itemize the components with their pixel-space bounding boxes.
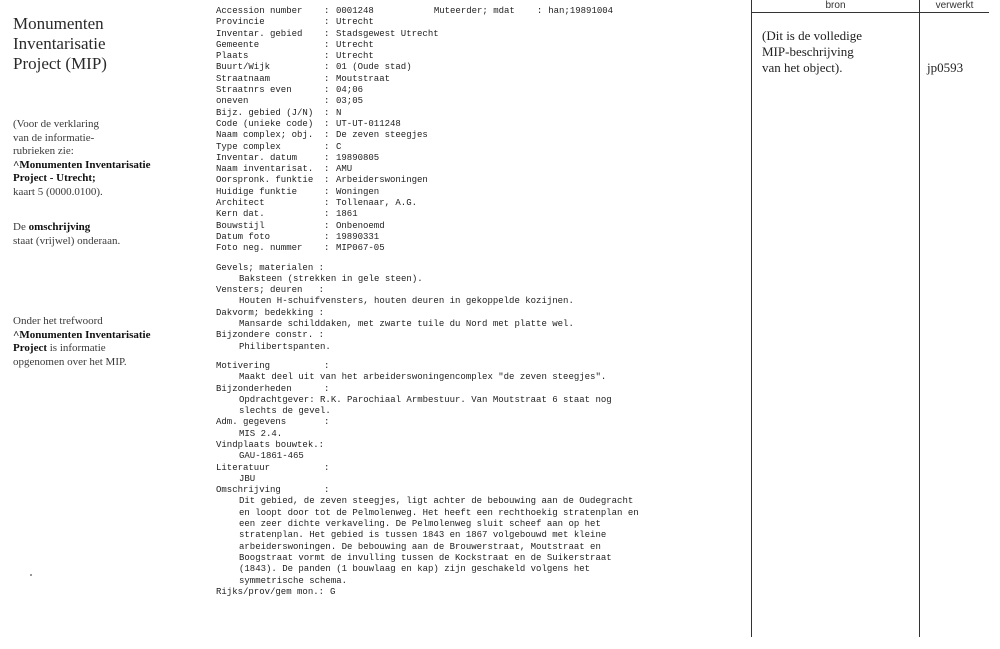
section-text-line: (1843). De panden (1 bouwlaag en kap) zijn geschakeld volgens het [239, 564, 591, 575]
section-text-line: Philibertspanten. [239, 341, 331, 352]
field-value: Tollenaar, A.G. [336, 198, 418, 209]
record-row-rijks [216, 587, 746, 598]
record-field-row [216, 74, 746, 85]
field-separator: : [324, 73, 330, 84]
note-keyword: omschrijving [28, 221, 91, 233]
field-label: Buurt/Wijk [216, 62, 271, 73]
record-field-row [216, 142, 746, 153]
field-label: Rijks/prov/gem mon.: [216, 586, 325, 597]
record-field-row [216, 198, 746, 209]
field-separator: : [536, 6, 543, 16]
field-separator: : [324, 39, 330, 50]
record-field-row [216, 62, 746, 73]
section-text-line: arbeiderswoningen. De bebouwing aan de Brouwerstraat, Moutstraat en [239, 541, 601, 552]
field-value: 01 (Oude stad) [336, 62, 412, 73]
note-reference-link[interactable]: Project - Utrecht; [13, 172, 96, 184]
field-separator: : [324, 231, 330, 242]
note-line: (Voor de verklaring [13, 118, 99, 130]
mip-record [216, 6, 746, 598]
record-field-row [216, 164, 746, 175]
scan-speck [30, 574, 32, 576]
field-value: De zeven steegjes [336, 130, 428, 141]
field-separator: : [324, 220, 330, 231]
note-line: staat (vrijwel) onderaan. [13, 234, 121, 247]
record-field-row [216, 108, 746, 119]
section-label: Vindplaats bouwtek.: [216, 439, 325, 450]
column-header-bron: bron [825, 0, 846, 11]
record-field-row [216, 232, 746, 243]
spacer [216, 353, 746, 361]
column-header-verwerkt: verwerkt [935, 0, 974, 11]
note-description-location [13, 221, 203, 248]
note-text: is informatie [47, 342, 106, 354]
record-fields [216, 17, 746, 254]
field-separator: : [324, 175, 330, 186]
section-text-line: Baksteen (strekken in gele steen). [239, 273, 423, 284]
verwerkt-cell: jp0593 [927, 60, 964, 75]
field-label: Datum foto [216, 231, 271, 242]
field-label: Bouwstijl [216, 220, 265, 231]
document-title [13, 14, 203, 74]
note-line: kaart 5 (0000.0100). [13, 185, 103, 198]
title-line: Inventarisatie [13, 34, 106, 53]
record-field-row [216, 96, 746, 107]
section-label: Adm. gegevens : [216, 417, 330, 428]
field-separator: : [324, 186, 330, 197]
table-rule-middle [919, 0, 920, 637]
field-value: C [336, 141, 342, 152]
record-field-row [216, 51, 746, 62]
record-field-row [216, 130, 746, 141]
bron-cell [762, 28, 912, 76]
bron-line: (Dit is de volledige [762, 28, 863, 43]
field-value: 19890331 [336, 231, 380, 242]
record-field-row [216, 175, 746, 186]
section-label: Gevels; materialen : [216, 262, 325, 273]
section-text-line: Houten H-schuifvensters, houten deuren in gekoppelde kozijnen. [239, 296, 574, 307]
spacer [216, 255, 746, 263]
field-label: Straatnrs even [216, 85, 292, 96]
field-separator: : [324, 130, 330, 141]
record-field-row [216, 209, 746, 220]
field-label: Straatnaam [216, 73, 271, 84]
field-value: Utrecht [336, 51, 374, 62]
field-label: Foto neg. nummer [216, 243, 303, 254]
table-header-rule [751, 12, 989, 13]
field-label: Inventar. gebied [216, 28, 303, 39]
field-separator: : [324, 198, 330, 209]
field-value: Arbeiderswoningen [336, 175, 428, 186]
field-label: Architect [216, 198, 265, 209]
field-separator: : [324, 62, 330, 73]
record-field-row [216, 119, 746, 130]
field-label: Accession number [216, 6, 303, 16]
field-value: Onbenoemd [336, 220, 385, 231]
field-label: Naam complex; obj. [216, 130, 314, 141]
bron-line: MIP-beschrijving [762, 44, 854, 59]
field-value: Utrecht [336, 39, 374, 50]
record-field-row [216, 243, 746, 254]
section-text-line: JBU [239, 473, 256, 484]
record-field-row [216, 187, 746, 198]
field-value: UT-UT-011248 [336, 118, 401, 129]
field-label: oneven [216, 96, 249, 107]
field-value: 1861 [336, 209, 358, 220]
note-keyword-reference [13, 315, 203, 369]
record-field-row [216, 153, 746, 164]
section-text-line: symmetrische schema. [239, 575, 348, 586]
note-line: Onder het trefwoord [13, 315, 103, 327]
record-sections-b [216, 361, 746, 587]
field-value: 19890805 [336, 152, 380, 163]
section-text-line: Opdrachtgever: R.K. Parochiaal Armbestuur. Van Moutstraat 6 staat nog [239, 394, 612, 405]
field-label: Type complex [216, 141, 281, 152]
field-separator: : [324, 17, 330, 28]
section-text-line: een zeer dichte verkaveling. De Pelmolenweg sluit scheef aan op het [239, 519, 601, 530]
field-separator: : [324, 243, 330, 254]
field-value: MIP067-05 [336, 243, 385, 254]
field-separator: : [324, 107, 330, 118]
record-field-row [216, 29, 746, 40]
section-text-line: en loopt door tot de Pelmolenweg. Het heeft een rechthoekig stratenplan en [239, 507, 639, 518]
section-text-line: slechts de gevel. [239, 406, 331, 417]
field-value: 0001248 [336, 6, 374, 16]
left-column [13, 14, 203, 74]
note-text: De [13, 221, 29, 233]
section-label: Omschrijving : [216, 485, 330, 496]
field-label: Bijz. gebied (J/N) [216, 107, 314, 118]
record-field-row [216, 17, 746, 28]
field-label: Code (unieke code) [216, 118, 314, 129]
record-field-row [216, 85, 746, 96]
note-line: rubrieken zie: [13, 145, 74, 157]
field-label: Gemeente [216, 39, 260, 50]
field-value: AMU [336, 164, 353, 175]
field-separator: : [324, 152, 330, 163]
section-text-line: Mansarde schilddaken, met zwarte tuile du Nord met platte wel. [239, 319, 574, 330]
record-row-accession [216, 6, 746, 17]
note-reference-link[interactable]: Project [13, 342, 47, 354]
field-value: 03;05 [336, 96, 364, 107]
bron-line: van het object). [762, 60, 843, 75]
field-label: Kern dat. [216, 209, 265, 220]
title-line: Project (MIP) [13, 54, 107, 73]
title-line: Monumenten [13, 14, 104, 33]
section-text-line: Dit gebied, de zeven steegjes, ligt achter de bebouwing aan de Oudegracht [239, 496, 634, 507]
note-line: opgenomen over het MIP. [13, 355, 127, 368]
field-label: Huidige funktie [216, 186, 298, 197]
section-label: Dakvorm; bedekking : [216, 307, 325, 318]
section-label: Bijzondere constr. : [216, 330, 325, 341]
field-separator: : [324, 164, 330, 175]
field-label: Oorspronk. funktie [216, 175, 314, 186]
section-label: Literatuur : [216, 462, 330, 473]
record-field-row [216, 40, 746, 51]
note-line: van de informatie- [13, 131, 95, 144]
field-label: Plaats [216, 51, 249, 62]
field-separator: : [324, 85, 330, 96]
field-separator: : [324, 96, 330, 107]
table-rule-left [751, 0, 752, 637]
field-value: N [336, 107, 342, 118]
field-value: han;19891004 [548, 6, 614, 16]
field-value: Stadsgewest Utrecht [336, 28, 439, 39]
note-explanation [13, 118, 203, 199]
field-separator: : [324, 28, 330, 39]
section-text-line: Maakt deel uit van het arbeiderswoningencomplex "de zeven steegjes". [239, 372, 607, 383]
field-value: Woningen [336, 186, 380, 197]
note-reference-link[interactable]: ^Monumenten Inventarisatie [13, 328, 151, 341]
field-value: 04;06 [336, 85, 364, 96]
field-value: G [330, 586, 336, 597]
field-separator: : [324, 6, 330, 16]
field-label: Muteerder; mdat [433, 6, 515, 16]
field-separator: : [324, 209, 330, 220]
field-label: Naam inventarisat. [216, 164, 314, 175]
section-text-line: stratenplan. Het gebied is tussen 1843 en 1867 volgebouwd met kleine [239, 530, 607, 541]
field-separator: : [324, 118, 330, 129]
section-text-line: GAU-1861-465 [239, 451, 304, 462]
field-value: Utrecht [336, 17, 374, 28]
section-label: Vensters; deuren : [216, 285, 325, 296]
section-label: Bijzonderheden : [216, 383, 330, 394]
field-label: Inventar. datum [216, 152, 298, 163]
field-value: Moutstraat [336, 73, 391, 84]
section-label: Motivering : [216, 360, 330, 371]
record-sections-a [216, 263, 746, 353]
section-text-line: Boogstraat vormt de invulling tussen de Kockstraat en de Suikerstraat [239, 552, 612, 563]
field-label: Provincie [216, 17, 265, 28]
field-separator: : [324, 51, 330, 62]
note-reference-link[interactable]: ^Monumenten Inventarisatie [13, 158, 151, 171]
record-field-row [216, 221, 746, 232]
field-separator: : [324, 141, 330, 152]
section-text-line: MIS 2.4. [239, 428, 283, 439]
